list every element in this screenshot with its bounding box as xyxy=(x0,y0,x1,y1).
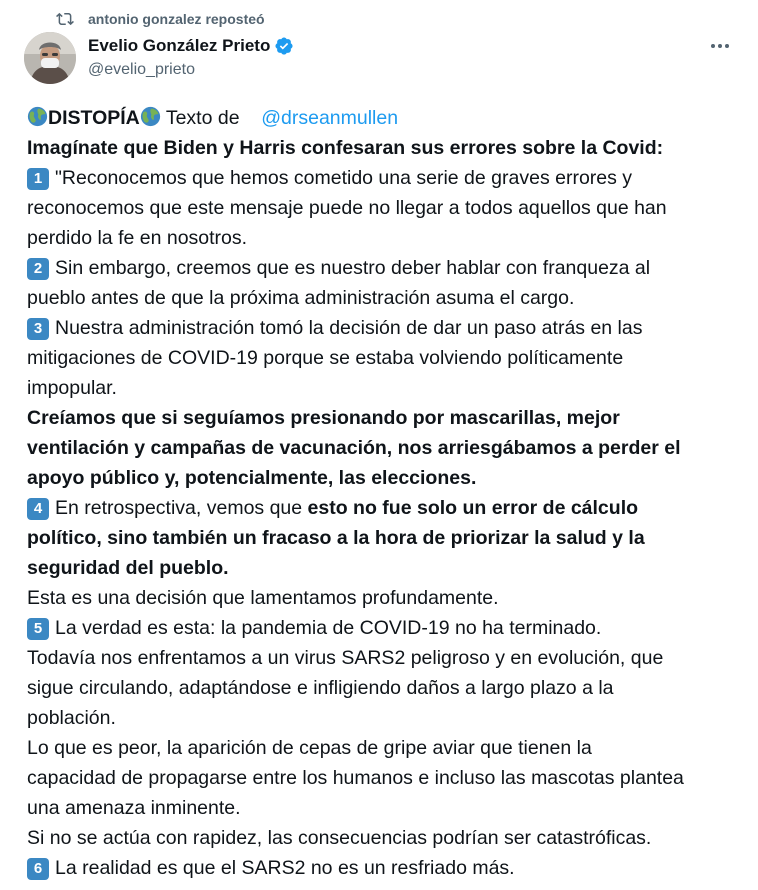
repost-text[interactable]: antonio gonzalez reposteó xyxy=(88,11,265,27)
author-handle[interactable]: @evelio_prieto xyxy=(88,61,195,78)
text-line: La realidad es que el SARS2 no es un resfriado más. xyxy=(55,857,515,879)
keycap-4-icon: 4 xyxy=(27,498,49,520)
text-line: perdido la fe en nosotros. xyxy=(27,227,248,249)
text-line: En retrospectiva, vemos que xyxy=(55,497,308,519)
post-title-line xyxy=(27,103,747,133)
post-title: DISTOPÍA xyxy=(48,107,140,129)
paragraph-3-line xyxy=(27,313,747,343)
repost-icon xyxy=(56,10,74,28)
avatar-photo xyxy=(24,32,76,84)
paragraph-4-line xyxy=(27,493,747,523)
bold-text-line: Creíamos que si seguíamos presionando por mascarillas, mejor xyxy=(27,407,620,429)
post-heading: Imagínate que Biden y Harris confesaran sus errores sobre la Covid: xyxy=(27,137,664,159)
repost-indicator xyxy=(56,9,265,29)
text-line: una amenaza inminente. xyxy=(27,797,241,819)
author-name[interactable]: Evelio González Prieto xyxy=(88,36,271,55)
text-line: Nuestra administración tomó la decisión de dar un paso atrás en las xyxy=(55,317,643,339)
text-line: sigue circulando, adaptándose e infligiendo daños a largo plazo a la xyxy=(27,677,614,699)
text-line: Esta es una decisión que lamentamos profundamente. xyxy=(27,587,499,609)
text-line: Todavía nos enfrentamos a un virus SARS2 peligroso y en evolución, que xyxy=(27,647,664,669)
keycap-2-icon: 2 xyxy=(27,258,49,280)
keycap-6-icon: 6 xyxy=(27,858,49,880)
texto-de-label: Texto de xyxy=(165,107,240,129)
post-body xyxy=(27,103,747,883)
bold-text-line: político, sino también un fracaso a la hora de priorizar la salud y la xyxy=(27,527,645,549)
author-block xyxy=(88,33,294,79)
globe-emoji-icon xyxy=(140,106,161,127)
text-line: Si no se actúa con rapidez, las consecuencias podrían ser catastróficas. xyxy=(27,827,652,849)
text-line: pueblo antes de que la próxima administración asuma el cargo. xyxy=(27,287,575,309)
text-line: capacidad de propagarse entre los humanos e incluso las mascotas plantea xyxy=(27,767,684,789)
mention-link[interactable]: @drseanmullen xyxy=(261,107,399,129)
text-line: Sin embargo, creemos que es nuestro deber hablar con franqueza al xyxy=(55,257,651,279)
text-line: mitigaciones de COVID-19 porque se estaba volviendo políticamente xyxy=(27,347,624,369)
text-line: impopular. xyxy=(27,377,117,399)
more-options-icon xyxy=(710,43,730,49)
bold-text-line: ventilación y campañas de vacunación, nos arriesgábamos a perder el xyxy=(27,437,681,459)
keycap-5-icon: 5 xyxy=(27,618,49,640)
keycap-3-icon: 3 xyxy=(27,318,49,340)
paragraph-1-line xyxy=(27,163,747,193)
paragraph-2-line xyxy=(27,253,747,283)
keycap-1-icon: 1 xyxy=(27,168,49,190)
more-options-button[interactable] xyxy=(708,36,732,56)
avatar[interactable] xyxy=(24,32,76,84)
paragraph-5-line xyxy=(27,613,747,643)
text-line: La verdad es esta: la pandemia de COVID-19 no ha terminado. xyxy=(55,617,602,639)
verified-badge-icon xyxy=(274,36,294,56)
bold-text-line: apoyo público y, potencialmente, las elecciones. xyxy=(27,467,477,489)
bold-text-line: seguridad del pueblo. xyxy=(27,557,229,579)
text-line: reconocemos que este mensaje puede no llegar a todos aquellos que han xyxy=(27,197,667,219)
bold-text-span: esto no fue solo un error de cálculo xyxy=(307,497,639,519)
text-line: Lo que es peor, la aparición de cepas de gripe aviar que tienen la xyxy=(27,737,592,759)
text-line: "Reconocemos que hemos cometido una serie de graves errores y xyxy=(55,167,633,189)
paragraph-6-line xyxy=(27,853,747,883)
globe-emoji-icon xyxy=(27,106,48,127)
text-line: población. xyxy=(27,707,116,729)
